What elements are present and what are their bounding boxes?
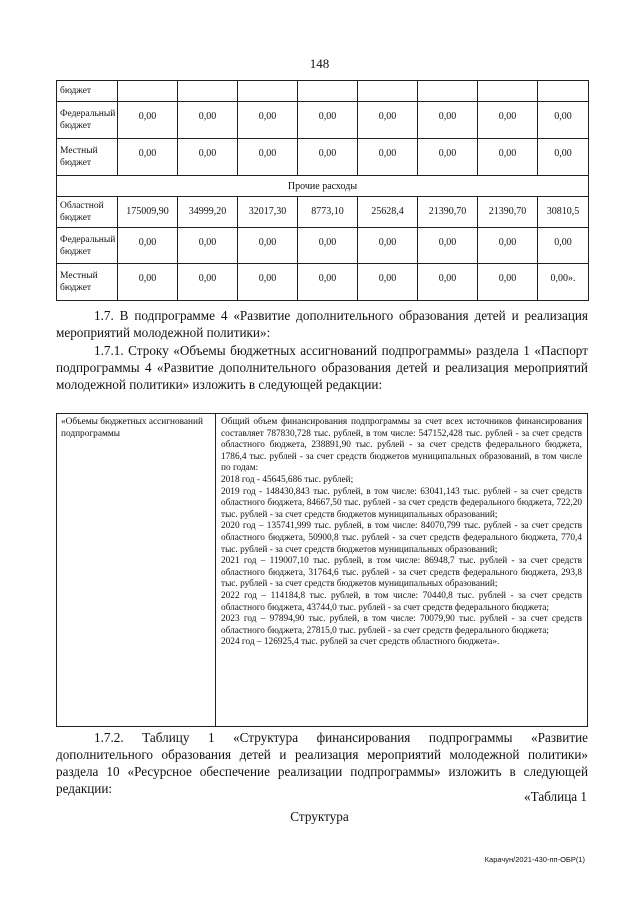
cell-value: 0,00 bbox=[118, 228, 178, 264]
table-row bbox=[57, 102, 589, 139]
passport-line: 2020 год – 135741,999 тыс. рублей, в том числе: 84070,799 тыс. рублей - за счет средств областного бюджета, 50900,8 тыс. рублей - за счет средств федерального бюджета, 770,4 тыс. рублей - за счет средств бюджетов муниципальных образований; bbox=[221, 521, 582, 555]
table-row bbox=[57, 197, 589, 228]
section-title: Прочие расходы bbox=[57, 176, 589, 197]
cell-value: 0,00 bbox=[298, 228, 358, 264]
cell-value: 0,00 bbox=[178, 102, 238, 139]
row-label: бюджет bbox=[57, 81, 118, 102]
cell-value: 0,00 bbox=[358, 139, 418, 176]
cell-value: 0,00 bbox=[238, 228, 298, 264]
cell-value: 0,00 bbox=[478, 264, 538, 301]
cell-value: 0,00 bbox=[538, 102, 589, 139]
row-label: Федеральный бюджет bbox=[57, 102, 118, 139]
cell-value: 0,00 bbox=[118, 264, 178, 301]
cell-value: 0,00 bbox=[178, 264, 238, 301]
cell-value: 0,00 bbox=[358, 102, 418, 139]
cell-value: 30810,5 bbox=[538, 197, 589, 228]
table-row bbox=[57, 228, 589, 264]
cell-value: 0,00 bbox=[238, 264, 298, 301]
table-row bbox=[57, 264, 589, 301]
page-number: 148 bbox=[309, 56, 330, 71]
cell-value: 0,00 bbox=[478, 228, 538, 264]
cell-value: 175009,90 bbox=[118, 197, 178, 228]
cell-value: 0,00 bbox=[418, 264, 478, 301]
row-label: Местный бюджет bbox=[57, 264, 118, 301]
cell-value: 0,00 bbox=[298, 102, 358, 139]
cell-value: 0,00 bbox=[358, 228, 418, 264]
passport-line: 2024 год – 126925,4 тыс. рублей за счет средств областного бюджета». bbox=[221, 637, 500, 648]
cell-value: 0,00 bbox=[418, 228, 478, 264]
section-row bbox=[57, 176, 589, 197]
passport-content bbox=[216, 414, 588, 727]
cell-value: 0,00 bbox=[178, 228, 238, 264]
cell-value: 0,00 bbox=[538, 139, 589, 176]
cell-value: 32017,30 bbox=[238, 197, 298, 228]
footer-reference: Карачун/2021-430-пп-ОБР(1) bbox=[484, 855, 585, 864]
cell-value: 34999,20 bbox=[178, 197, 238, 228]
cell-value: 0,00 bbox=[118, 102, 178, 139]
cell-value: 0,00 bbox=[418, 102, 478, 139]
passport-label: «Объемы бюджетных ассигнований подпрограммы bbox=[57, 414, 216, 727]
budget-table bbox=[56, 80, 589, 301]
table-row bbox=[57, 414, 588, 727]
cell-value: 0,00 bbox=[178, 139, 238, 176]
cell-value: 0,00 bbox=[238, 139, 298, 176]
table-caption: «Таблица 1 bbox=[524, 789, 587, 804]
paragraph-1-7: 1.7. В подпрограмме 4 «Развитие дополнительного образования детей и реализация мероприятий молодежной политики»: bbox=[56, 308, 588, 340]
passport-line: 2022 год – 114184,8 тыс. рублей, в том числе: 70440,8 тыс. рублей - за счет средств областного бюджета, 43744,0 тыс. рублей - за счет средств федерального бюджета; bbox=[221, 590, 582, 613]
paragraph-1-7-2: 1.7.2. Таблицу 1 «Структура финансирования подпрограммы «Развитие дополнительного образования детей и реализация мероприятий молодежной политики» раздела 10 «Ресурсное обеспечение реализации подпрограммы» изложить в следующей редакции: bbox=[56, 730, 588, 796]
table-row bbox=[57, 139, 589, 176]
passport-line: 2023 год – 97894,90 тыс. рублей, в том числе: 70079,90 тыс. рублей - за счет средств областного бюджета, 27815,0 тыс. рублей - за счет средств федерального бюджета; bbox=[221, 614, 582, 636]
cell-value: 0,00 bbox=[298, 139, 358, 176]
row-label: Местный бюджет bbox=[57, 139, 118, 176]
paragraph-1-7-1: 1.7.1. Строку «Объемы бюджетных ассигнований подпрограммы» раздела 1 «Паспорт подпрограммы 4 «Развитие дополнительного образования детей и реализация мероприятий молодежной политики» изложить в следующей редакции: bbox=[56, 343, 588, 392]
cell-value: 0,00 bbox=[358, 264, 418, 301]
cell-value: 21390,70 bbox=[478, 197, 538, 228]
passport-line: 2018 год - 45645,686 тыс. рублей; bbox=[221, 474, 354, 485]
passport-line: Общий объем финансирования подпрограммы за счет всех источников финансирования составляет 787830,728 тыс. рублей, в том числе: 547152,428 тыс. рублей - за счет средств областного бюджета, 238891,90 тыс. рублей - за счет средств федерального бюджета, 1786,4 тыс. рублей - за счет средств бюджетов муниципальных образований, в том числе по годам: bbox=[221, 417, 582, 474]
cell-value: 0,00 bbox=[118, 139, 178, 176]
passport-line: 2021 год – 119007,10 тыс. рублей, в том числе: 86948,7 тыс. рублей - за счет средств областного бюджета, 31764,6 тыс. рублей - за счет средств федерального бюджета, 293,8 тыс. рублей - за счет средств бюджетов муниципальных образований; bbox=[221, 556, 582, 590]
cell-value: 0,00 bbox=[418, 139, 478, 176]
row-label: Федеральный бюджет bbox=[57, 228, 118, 264]
passport-line: 2019 год - 148430,843 тыс. рублей, в том числе: 63041,143 тыс. рублей - за счет средств областного бюджета, 84667,50 тыс. рублей - за счет средств федерального бюджета, 722,20 тыс. рублей - за счет средств бюджетов муниципальных образований; bbox=[221, 486, 582, 520]
row-label: Областной бюджет bbox=[57, 197, 118, 228]
structure-title: Структура bbox=[290, 809, 349, 824]
cell-value: 8773,10 bbox=[298, 197, 358, 228]
cell-value: 0,00». bbox=[538, 264, 589, 301]
cell-value: 25628,4 bbox=[358, 197, 418, 228]
cell-value: 0,00 bbox=[478, 139, 538, 176]
cell-value: 0,00 bbox=[478, 102, 538, 139]
cell-value: 0,00 bbox=[238, 102, 298, 139]
cell-value: 0,00 bbox=[298, 264, 358, 301]
cell-value: 21390,70 bbox=[418, 197, 478, 228]
cell-value: 0,00 bbox=[538, 228, 589, 264]
passport-table bbox=[56, 413, 588, 727]
table-row bbox=[57, 81, 589, 102]
